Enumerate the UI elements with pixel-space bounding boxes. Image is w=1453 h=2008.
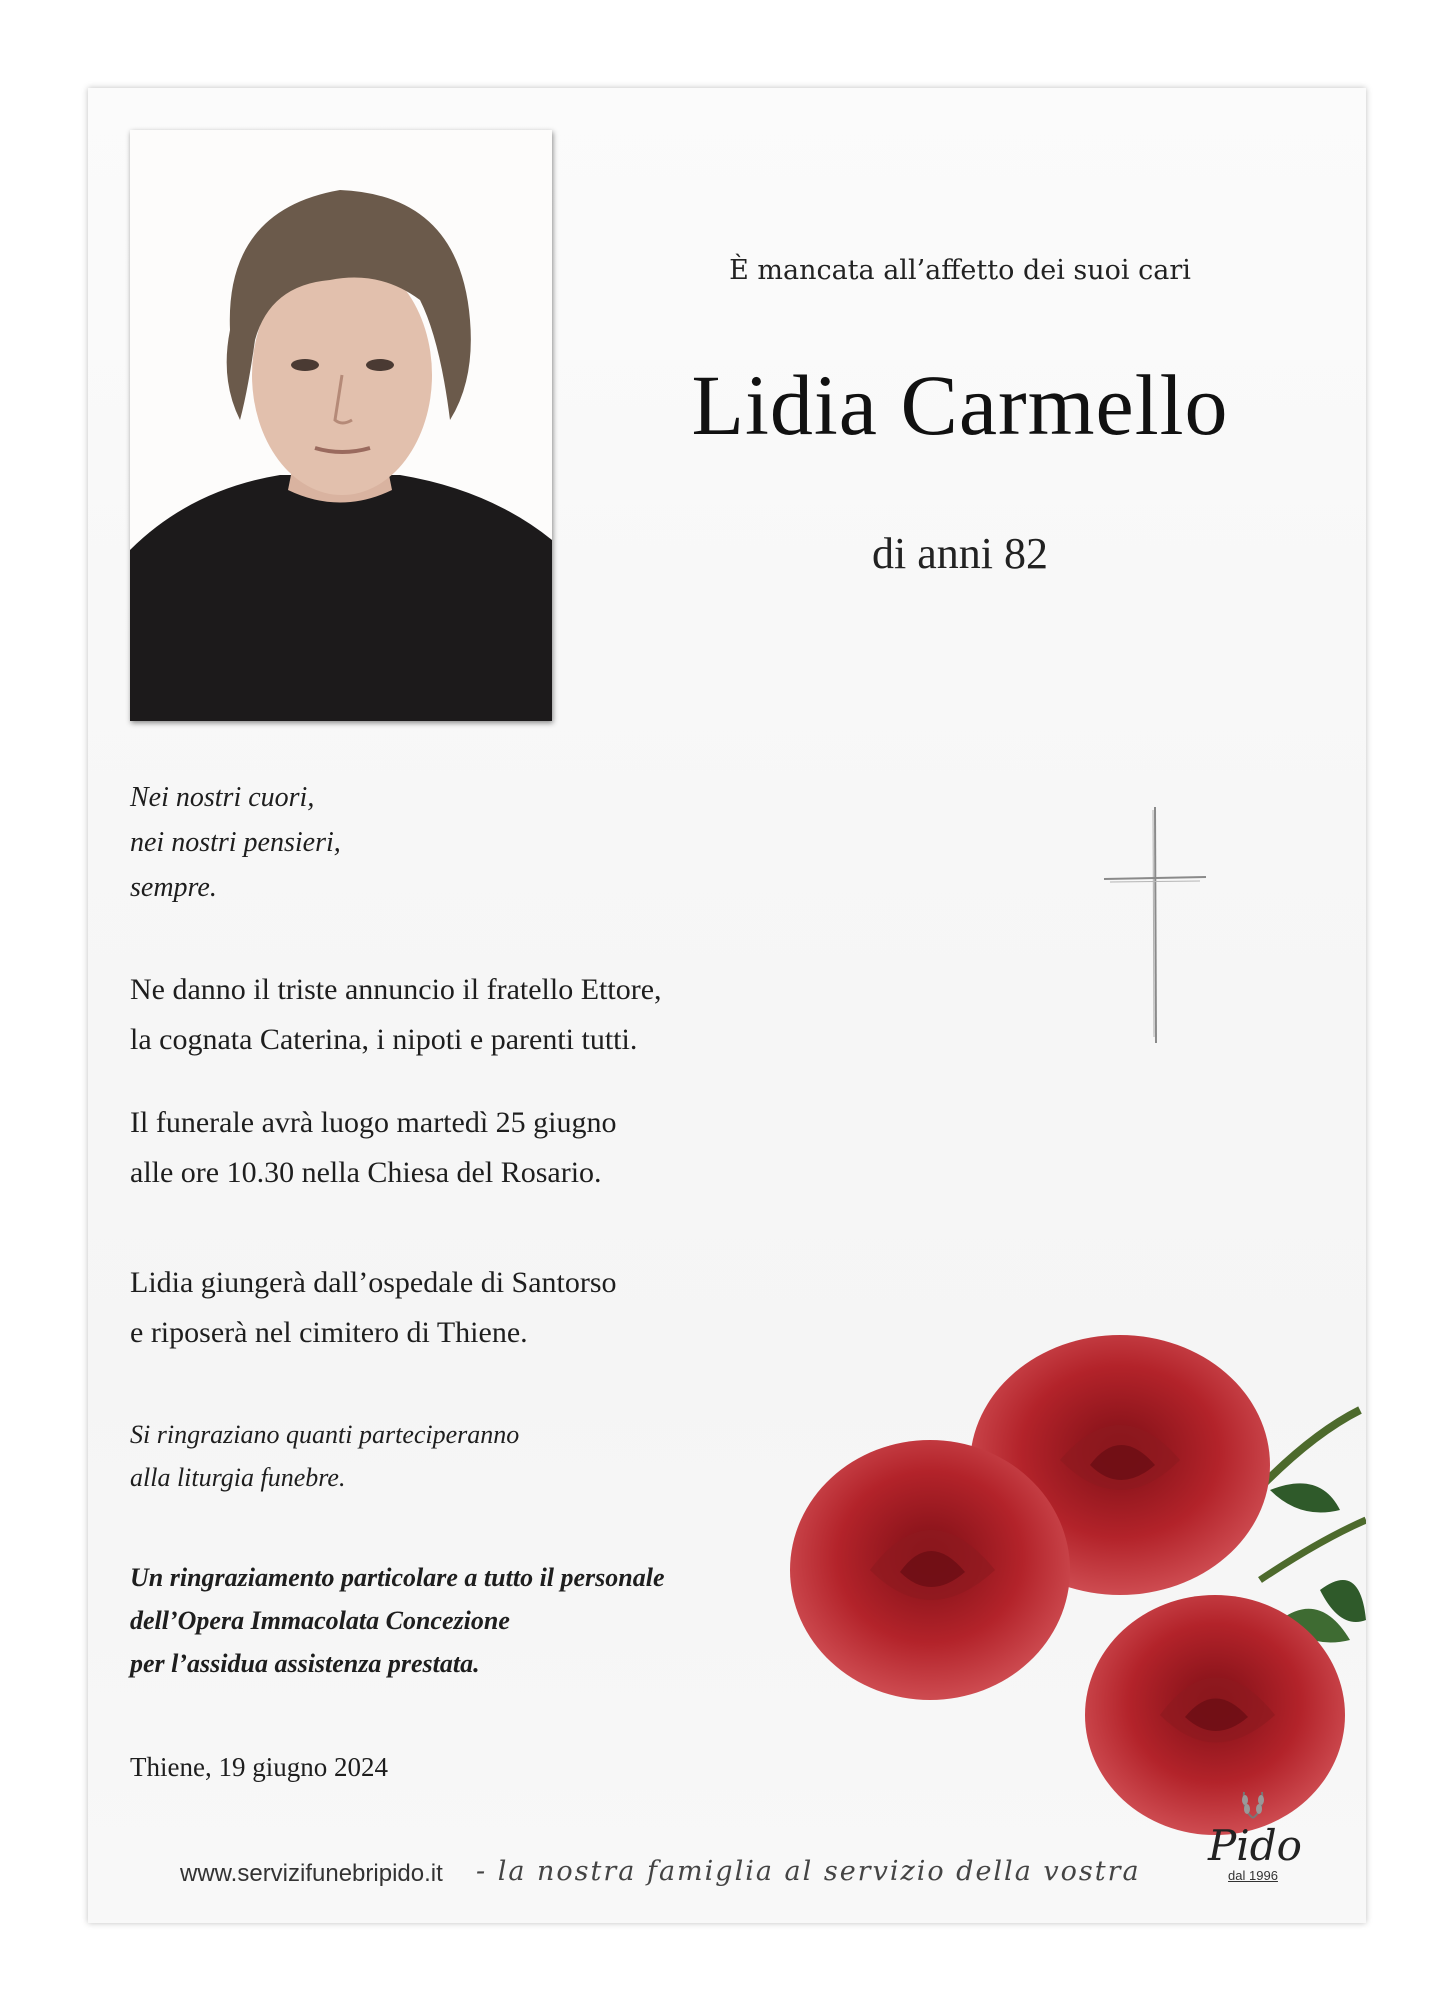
deceased-name: Lidia Carmello [691, 357, 1229, 453]
quote-line: sempre. [130, 872, 217, 903]
quote-line: nei nostri pensieri, [130, 827, 341, 858]
special-thanks-line: dell’Opera Immacolata Concezione [130, 1606, 510, 1635]
intro-line: È mancata all’affetto dei suoi cari [729, 255, 1191, 286]
funeral-block [130, 1098, 617, 1198]
cross-icon [1100, 805, 1210, 1045]
announcement-line: la cognata Caterina, i nipoti e parenti tutti. [130, 1023, 638, 1056]
thanks-block [130, 1413, 519, 1499]
laurel-icon [1236, 1788, 1270, 1820]
thanks-line: alla liturgia funebre. [130, 1463, 346, 1492]
portrait-photo [130, 130, 552, 721]
logo-name: Pido [1208, 1821, 1302, 1870]
funeral-line: Il funerale avrà luogo martedì 25 giugno [130, 1106, 617, 1139]
special-thanks-line: per l’assidua assistenza prestata. [130, 1649, 480, 1678]
announcement-line: Ne danno il triste annuncio il fratello Ettore, [130, 973, 662, 1006]
place-date: Thiene, 19 giugno 2024 [130, 1752, 388, 1782]
arrival-block [130, 1258, 617, 1358]
footer-motto: - la nostra famiglia al servizio della vostra [476, 1856, 1141, 1887]
special-thanks-block [130, 1556, 665, 1685]
quote-line: Nei nostri cuori, [130, 782, 315, 813]
special-thanks-line: Un ringraziamento particolare a tutto il personale [130, 1563, 665, 1592]
logo-since: dal 1996 [1228, 1868, 1278, 1883]
pido-logo [1208, 1788, 1302, 1883]
thanks-line: Si ringraziano quanti parteciperanno [130, 1420, 520, 1449]
quote-block [130, 775, 341, 910]
arrival-line: Lidia giungerà dall’ospedale di Santorso [130, 1266, 617, 1299]
funeral-line: alle ore 10.30 nella Chiesa del Rosario. [130, 1156, 602, 1189]
arrival-line: e riposerà nel cimitero di Thiene. [130, 1316, 528, 1349]
announcement-block [130, 965, 662, 1065]
age-line: di anni 82 [872, 529, 1048, 578]
website-link[interactable]: www.servizifunebripido.it [180, 1860, 443, 1887]
